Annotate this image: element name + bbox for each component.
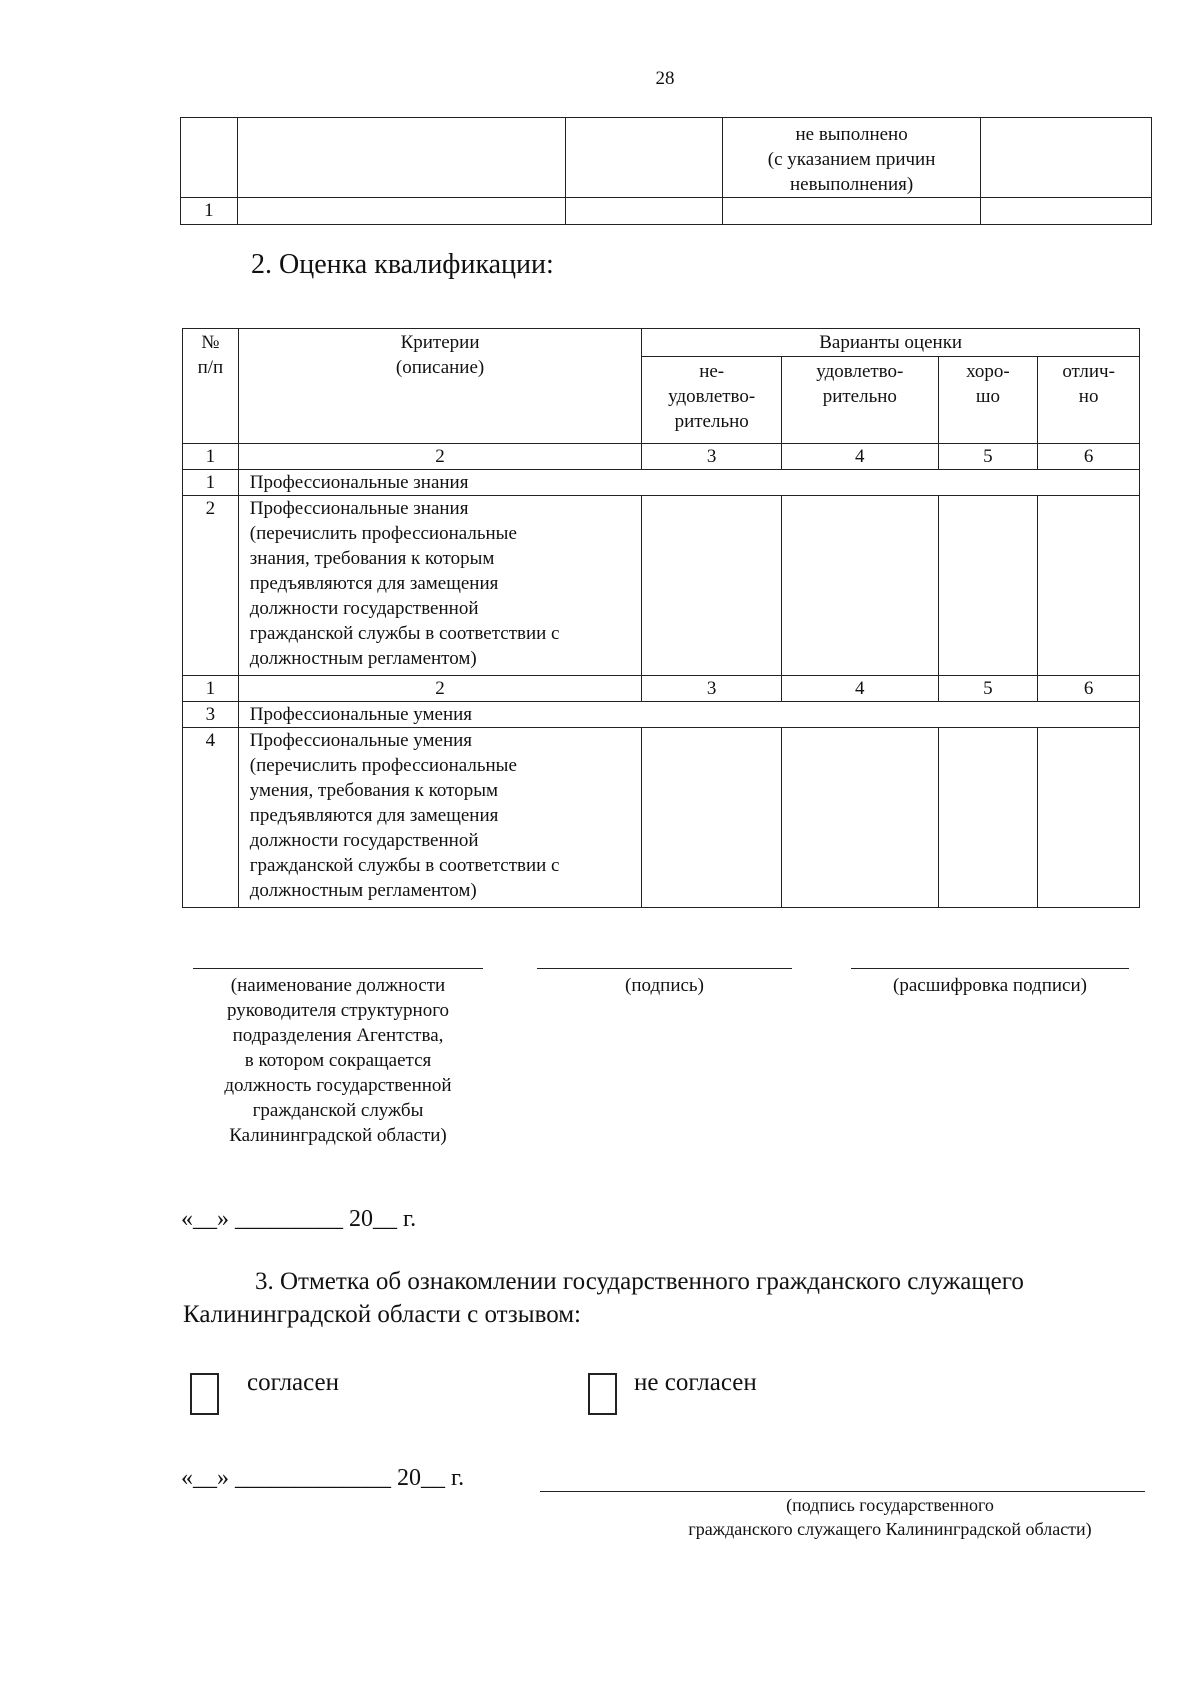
row-number: 4 [183,728,239,908]
section-row-label: Профессиональные умения [238,702,1139,728]
prev-table-cell [723,198,980,225]
agree-checkbox[interactable] [190,1373,219,1415]
grade-cell [642,728,782,908]
section-2-title: 2. Оценка квалификации: [251,249,554,280]
index-cell: 2 [238,676,642,702]
grade-header: не- удовлетво- рительно [642,357,782,444]
prev-table-cell [237,198,565,225]
employee-signature-line [540,1491,1145,1492]
section-3-title: 3. Отметка об ознакомлении государственного гражданского служащего Калининградской области с отзывом: [183,1268,1024,1328]
prev-table-cell [566,198,723,225]
index-cell: 6 [1038,444,1140,470]
signature-caption: (подпись) [625,975,704,996]
row-number: 3 [183,702,239,728]
disagree-label: не согласен [634,1369,757,1396]
index-cell: 3 [642,676,782,702]
col-number-header: № п/п [183,329,239,444]
col-criteria-header: Критерии (описание) [238,329,642,444]
index-cell: 3 [642,444,782,470]
prev-table-cell [237,118,565,198]
index-cell: 5 [938,444,1038,470]
index-cell: 5 [938,676,1038,702]
index-cell: 1 [183,444,239,470]
employee-signature-caption: (подпись государственного гражданского служащего Калининградской области) [688,1495,1092,1539]
prev-table-cell [980,198,1151,225]
grade-header: удовлетво- рительно [782,357,939,444]
prev-table-cell [566,118,723,198]
grade-cell [782,496,939,676]
decode-caption: (расшифровка подписи) [893,975,1087,996]
section-row-label: Профессиональные знания [238,470,1139,496]
date-line-1: «__» _________ 20__ г. [181,1206,417,1232]
row-number: 2 [183,496,239,676]
grade-cell [782,728,939,908]
index-cell: 1 [183,676,239,702]
grade-cell [938,496,1038,676]
agree-label: согласен [247,1369,340,1396]
page-number: 28 [655,68,675,89]
position-caption: (наименование должности руководителя структурного подразделения Агентства, в котором сокращается должность государственной гражданской службы Калининградской области) [224,975,452,1146]
criteria-description: Профессиональные умения (перечислить профессиональные умения, требования к которым предъявляются для замещения должности государственной гражданской службы в соответствии с должностным регламентом) [238,728,642,908]
index-cell: 4 [782,444,939,470]
previous-table [180,117,1152,225]
grade-cell [938,728,1038,908]
grade-cell [642,496,782,676]
criteria-description: Профессиональные знания (перечислить профессиональные знания, требования к которым предъявляются для замещения должности государственной гражданской службы в соответствии с должностным регламентом) [238,496,642,676]
disagree-checkbox[interactable] [588,1373,617,1415]
date-line-2: «__» _____________ 20__ г. [181,1465,465,1491]
grade-header: отлич- но [1038,357,1140,444]
index-cell: 4 [782,676,939,702]
qualification-table [182,328,1140,908]
index-cell: 6 [1038,676,1140,702]
grade-cell [1038,728,1140,908]
position-signature-line [193,968,483,969]
grade-header: хоро- шо [938,357,1038,444]
col-variants-header: Варианты оценки [642,329,1140,357]
signature-line [537,968,792,969]
decode-signature-line [851,968,1129,969]
prev-table-row-number: 1 [181,198,238,225]
prev-table-cell [980,118,1151,198]
prev-table-cell [181,118,238,198]
prev-table-status-header: не выполнено (с указанием причин невыполнения) [723,118,980,198]
grade-cell [1038,496,1140,676]
row-number: 1 [183,470,239,496]
index-cell: 2 [238,444,642,470]
